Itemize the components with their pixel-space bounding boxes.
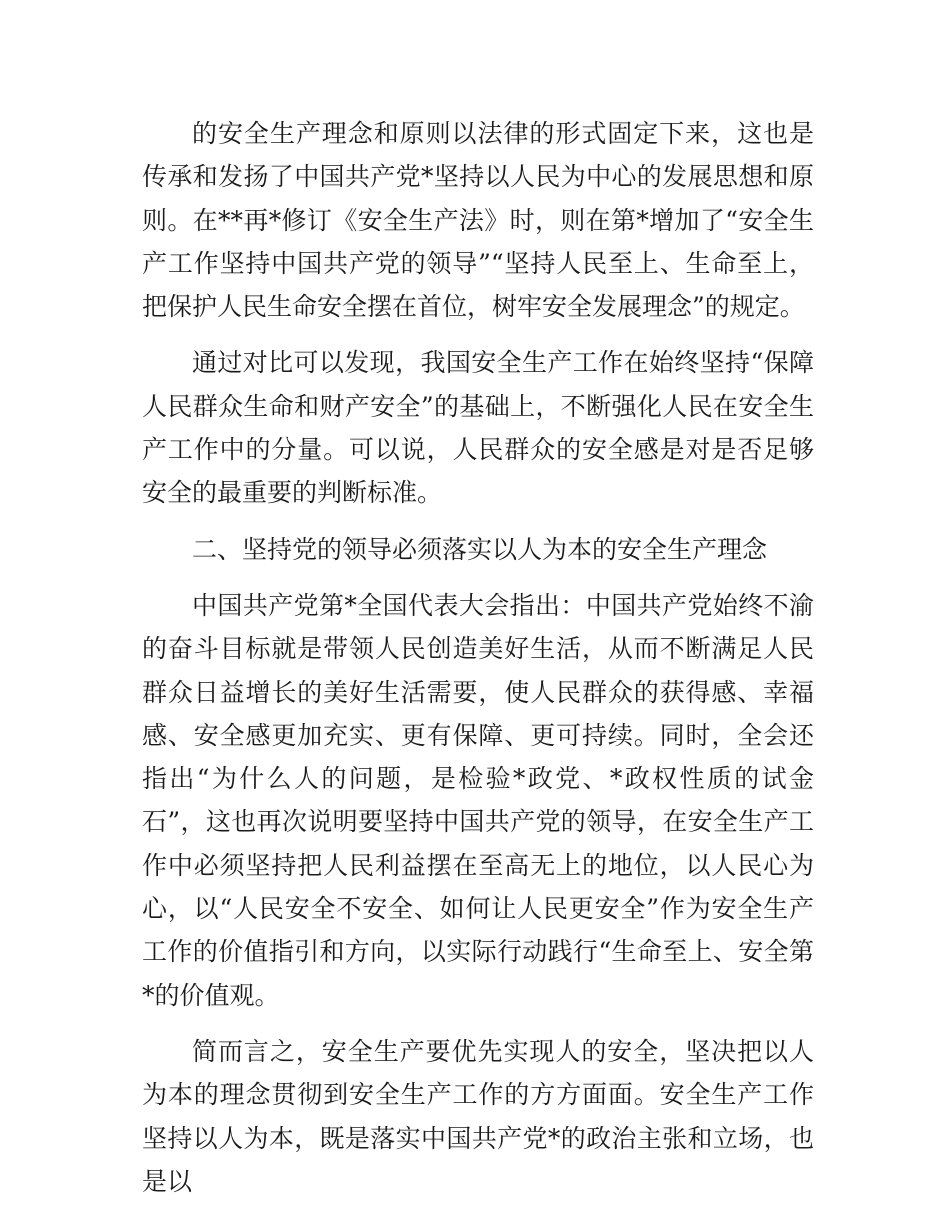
paragraph: 通过对比可以发现，我国安全生产工作在始终坚持“保障人民群众生命和财产安全”的基础上，不断强化人民在安全生产工作中的分量。可以说，人民群众的安全感是对是否足够安全的最重要的判断标准。 — [142, 348, 814, 508]
paragraph: 中国共产党第*全国代表大会指出：中国共产党始终不渝的奋斗目标就是带领人民创造美好生活，从而不断满足人民群众日益增长的美好生活需要，使人民群众的获得感、幸福感、安全感更加充实、更有保障、更可持续。同时，全会还指出“为什么人的问题，是检验*政党、*政权性质的试金石”，这也再次说明要坚持中国共产党的领导，在安全生产工作中必须坚持把人民利益摆在至高无上的地位，以人民心为心，以“人民安全不安全、如何让人民更安全”作为安全生产工作的价值指引和方向，以实际行动践行“生命至上、安全第*的价值观。 — [142, 590, 814, 1010]
paragraph: 的安全生产理念和原则以法律的形式固定下来，这也是传承和发扬了中国共产党*坚持以人民为中心的发展思想和原则。在**再*修订《安全生产法》时，则在第*增加了“安全生产工作坚持中国共产党的领导”“坚持人民至上、生命至上，把保护人民生命安全摆在首位，树牢安全发展理念”的规定。 — [142, 119, 814, 322]
paragraph: 简而言之，安全生产要优先实现人的安全，坚决把以人为本的理念贯彻到安全生产工作的方方面面。安全生产工作坚持以人为本，既是落实中国共产党*的政治主张和立场，也是以 — [142, 1036, 814, 1196]
document-body — [142, 112, 814, 1216]
section-heading: 二、坚持党的领导必须落实以人为本的安全生产理念 — [192, 534, 768, 564]
